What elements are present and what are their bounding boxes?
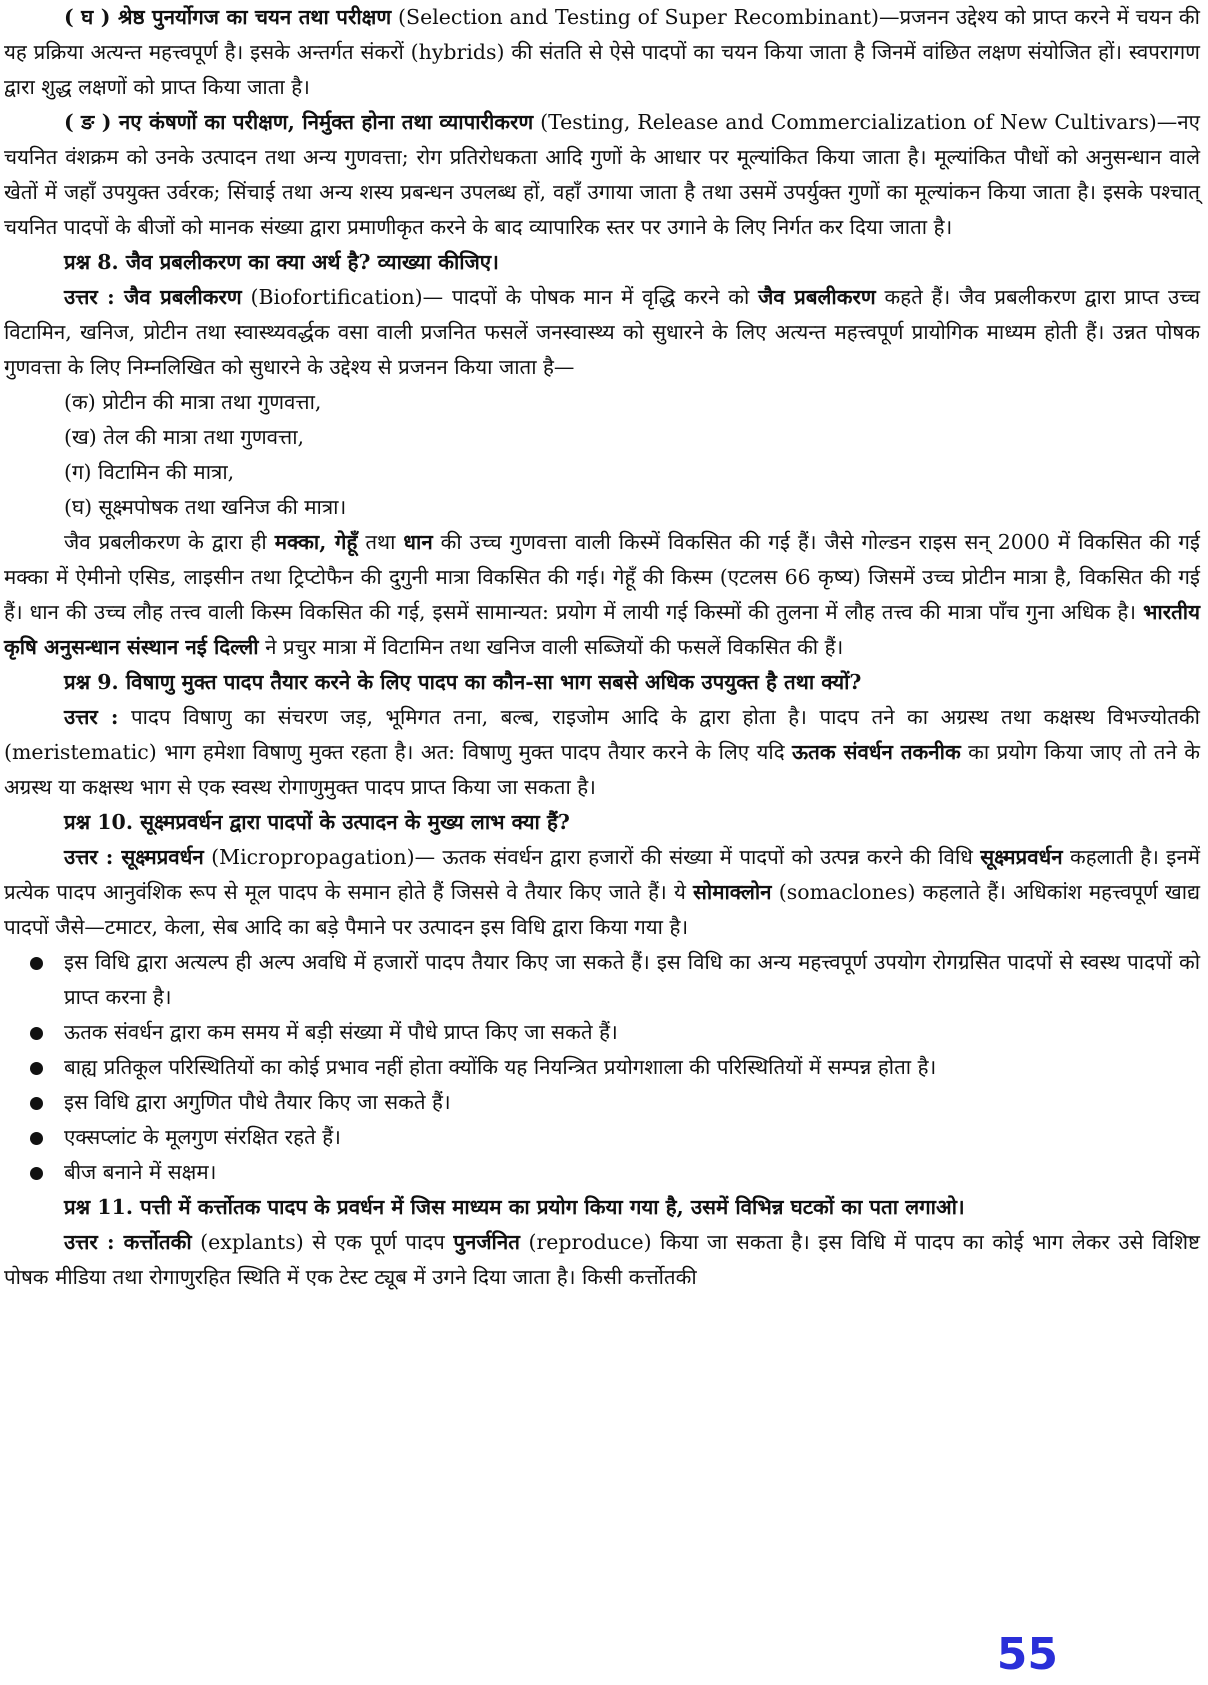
answer-text: (reproduce) किया जा सकता है। इस विधि में पादप का कोई भाग लेकर उसे विशिष्ट पोषक मीडिया तथा रोगाणुरहित स्थिति में एक टेस्ट ट्यूब में उगने दिया जाता है। किसी कर्त्तोतकी [4, 1230, 1200, 1289]
answer-bold-term: पुनर्जनित [453, 1230, 520, 1254]
answer-bold-term: ऊतक संवर्धन तकनीक [792, 740, 961, 764]
question-8: प्रश्न 8. जैव प्रबलीकरण का क्या अर्थ है? व्याख्या कीजिए। [64, 250, 499, 274]
answer-text: ने प्रचुर मात्रा में विटामिन तथा खनिज वाली सब्जियों की फसलें विकसित की हैं। [258, 635, 844, 659]
option-gha: (घ) सूक्ष्मपोषक तथा खनिज की मात्रा। [64, 495, 347, 519]
section-nga [4, 105, 1200, 245]
answer-10 [4, 840, 1200, 945]
answer-text: पादपों के पोषक मान में वृद्धि करने को [451, 285, 759, 309]
list-item [4, 1155, 1200, 1190]
section-heading: ( घ ) श्रेष्ठ पुनर्योगज का चयन तथा परीक्षण [64, 5, 392, 29]
answer-text: (explants) से एक पूर्ण पादप [191, 1230, 454, 1254]
list-item [4, 1050, 1200, 1085]
answer-8 [4, 280, 1200, 385]
answer-text: कहलाती है। इनमें प्रत्येक पादप आनुवंशिक रूप से मूल पादप के समान होते हैं जिससे वे तैयार किए जाते हैं। ये [4, 845, 1200, 904]
answer-text: की उच्च गुणवत्ता वाली किस्में विकसित की गई हैं। जैसे गोल्डन राइस सन् 2000 में विकसित की गई मक्का में ऐमीनो एसिड, लाइसीन तथा ट्रिप्टोफैन की दुगुनी मात्रा विकसित की गई। गेहूँ की किस्म (एटलस 66 कृष्य) जिसमें उच्च प्रोटीन मात्रा है, विकसित की गई हैं। धान की उच्च लौह तत्त्व वाली किस्म विकसित की गई, इसमें सामान्यत: प्रयोग में लायी गई किस्मों की तुलना में लौह तत्त्व की मात्रा पाँच गुना अधिक है। [4, 530, 1200, 624]
answer-text: कहते हैं। जैव प्रबलीकरण द्वारा प्राप्त उच्च विटामिन, खनिज, प्रोटीन तथा स्वास्थ्यवर्द्धक वसा वाली प्रजनित फसलें जनस्वास्थ्य को सुधारने के लिए अत्यन्त महत्त्वपूर्ण प्रायोगिक माध्यम होती हैं। उन्नत पोषक गुणवत्ता के लिए निम्नलिखित को सुधारने के उद्देश्य से प्रजनन किया जाता है— [4, 285, 1200, 379]
bullet-icon [30, 1062, 43, 1075]
section-gha [4, 0, 1200, 105]
bullet-icon [30, 1097, 43, 1110]
bullet-icon [30, 1132, 43, 1145]
list-item-text: बीज बनाने में सक्षम। [64, 1160, 217, 1184]
answer-label: उत्तर : कर्त्तोतकी [64, 1230, 192, 1254]
answer-english-term: (Biofortification)— [241, 285, 452, 309]
answer-8-paragraph-2 [4, 525, 1200, 665]
answer-text: (somaclones) कहलाते हैं। अधिकांश महत्त्वपूर्ण खाद्य पादपों जैसे—टमाटर, केला, सेब आदि का बड़े पैमाने पर उत्पादन इस विधि द्वारा किया गया है। [4, 880, 1200, 939]
section-heading: ( ङ ) नए कंषणों का परीक्षण, निर्मुक्त होना तथा व्यापारीकरण [64, 110, 534, 134]
list-item [4, 1085, 1200, 1120]
section-english-title: (Testing, Release and Commercialization of New Cultivars)— [533, 110, 1178, 134]
answer-bold-term: जैव प्रबलीकरण [758, 285, 876, 309]
list-item [4, 1120, 1200, 1155]
bullet-icon [30, 1027, 43, 1040]
answer-text: तथा [357, 530, 404, 554]
list-item-text: इस विधि द्वारा अगुणित पौधे तैयार किए जा सकते हैं। [64, 1090, 451, 1114]
answer-english-term: (Micropropagation)— [203, 845, 443, 869]
answer-11 [4, 1225, 1200, 1295]
option-ka: (क) प्रोटीन की मात्रा तथा गुणवत्ता, [64, 390, 322, 414]
list-item-text: एक्सप्लांट के मूलगुण संरक्षित रहते हैं। [64, 1125, 341, 1149]
question-9: प्रश्न 9. विषाणु मुक्त पादप तैयार करने के लिए पादप का कौन-सा भाग सबसे अधिक उपयुक्त है तथा क्यों? [64, 670, 862, 694]
answer-label: उत्तर : सूक्ष्मप्रवर्धन [64, 845, 204, 869]
question-11: प्रश्न 11. पत्ती में कर्त्तोतक पादप के प्रवर्धन में जिस माध्यम का प्रयोग किया गया है, उसमें विभिन्न घटकों का पता लगाओ। [64, 1195, 965, 1219]
answer-bold-term: सोमाक्लोन [693, 880, 772, 904]
answer-label: उत्तर : [64, 705, 119, 729]
list-item-text: इस विधि द्वारा अत्यल्प ही अल्प अवधि में हजारों पादप तैयार किए जा सकते हैं। इस विधि का अन्य महत्त्वपूर्ण उपयोग रोगग्रसित पादपों से स्वस्थ पादपों को प्राप्त करना है। [64, 950, 1200, 1009]
answer-text: जैव प्रबलीकरण के द्वारा ही [64, 530, 275, 554]
section-text: नए चयनित वंशक्रम को उनके उत्पादन तथा अन्य गुणवत्ता; रोग प्रतिरोधकता आदि गुणों के आधार पर मूल्यांकित किया जाता है। मूल्यांकित पौधों को अनुसन्धान वाले खेतों में जहाँ उपयुक्त उर्वरक; सिंचाई तथा अन्य शस्य प्रबन्धन उपलब्ध हों, वहाँ उगाया जाता है तथा उसमें उपर्युक्त गुणों का मूल्यांकन किया जाता है। इसके पश्चात् चयनित पादपों के बीजों को मानक संख्या द्वारा प्रमाणीकृत करने के बाद व्यापारिक स्तर पर उगाने के लिए निर्गत कर दिया जाता है। [4, 110, 1200, 239]
list-item-text: बाह्य प्रतिकूल परिस्थितियों का कोई प्रभाव नहीं होता क्योंकि यह नियन्त्रित प्रयोगशाला की परिस्थितियों में सम्पन्न होता है। [64, 1055, 937, 1079]
section-text: प्रजनन उद्देश्य को प्राप्त करने में चयन की यह प्रक्रिया अत्यन्त महत्त्वपूर्ण है। इसके अन्तर्गत संकरों (hybrids) की संतति से ऐसे पादपों का चयन किया जाता है जिनमें वांछित लक्षण संयोजित हों। स्वपरागण द्वारा शुद्ध लक्षणों को प्राप्त किया जाता है। [4, 5, 1200, 99]
section-english-title: (Selection and Testing of Super Recombinant)— [391, 5, 900, 29]
list-item-text: ऊतक संवर्धन द्वारा कम समय में बड़ी संख्या में पौधे प्राप्त किए जा सकते हैं। [64, 1020, 618, 1044]
advantages-list [4, 945, 1200, 1190]
page-number: 55 [996, 1629, 1058, 1680]
list-item [4, 1015, 1200, 1050]
answer-9 [4, 700, 1200, 805]
question-10: प्रश्न 10. सूक्ष्मप्रवर्धन द्वारा पादपों के उत्पादन के मुख्य लाभ क्या हैं? [64, 810, 570, 834]
answer-bold-term: भारतीय कृषि अनुसन्धान संस्थान नई दिल्ली [4, 600, 1200, 659]
answer-label: उत्तर : जैव प्रबलीकरण [64, 285, 242, 309]
answer-text: ऊतक संवर्धन द्वारा हजारों की संख्या में पादपों को उत्पन्न करने की विधि [442, 845, 981, 869]
answer-bold-term: सूक्ष्मप्रवर्धन [980, 845, 1063, 869]
answer-bold-term: धान [403, 530, 433, 554]
answer-text: का प्रयोग किया जाए तो तने के अग्रस्थ या कक्षस्थ भाग से एक स्वस्थ रोगाणुमुक्त पादप प्राप्त किया जा सकता है। [4, 740, 1200, 799]
list-item [4, 945, 1200, 1015]
option-kha: (ख) तेल की मात्रा तथा गुणवत्ता, [64, 425, 305, 449]
bullet-icon [30, 957, 43, 970]
answer-text: पादप विषाणु का संचरण जड़, भूमिगत तना, बल्ब, राइजोम आदि के द्वारा होता है। पादप तने का अग्रस्थ तथा कक्षस्थ विभज्योतकी (meristematic) भाग हमेशा विषाणु मुक्त रहता है। अत: विषाणु मुक्त पादप तैयार करने के लिए यदि [4, 705, 1200, 764]
option-ga: (ग) विटामिन की मात्रा, [64, 460, 235, 484]
answer-bold-term: मक्का, गेहूँ [274, 530, 358, 554]
bullet-icon [30, 1167, 43, 1180]
